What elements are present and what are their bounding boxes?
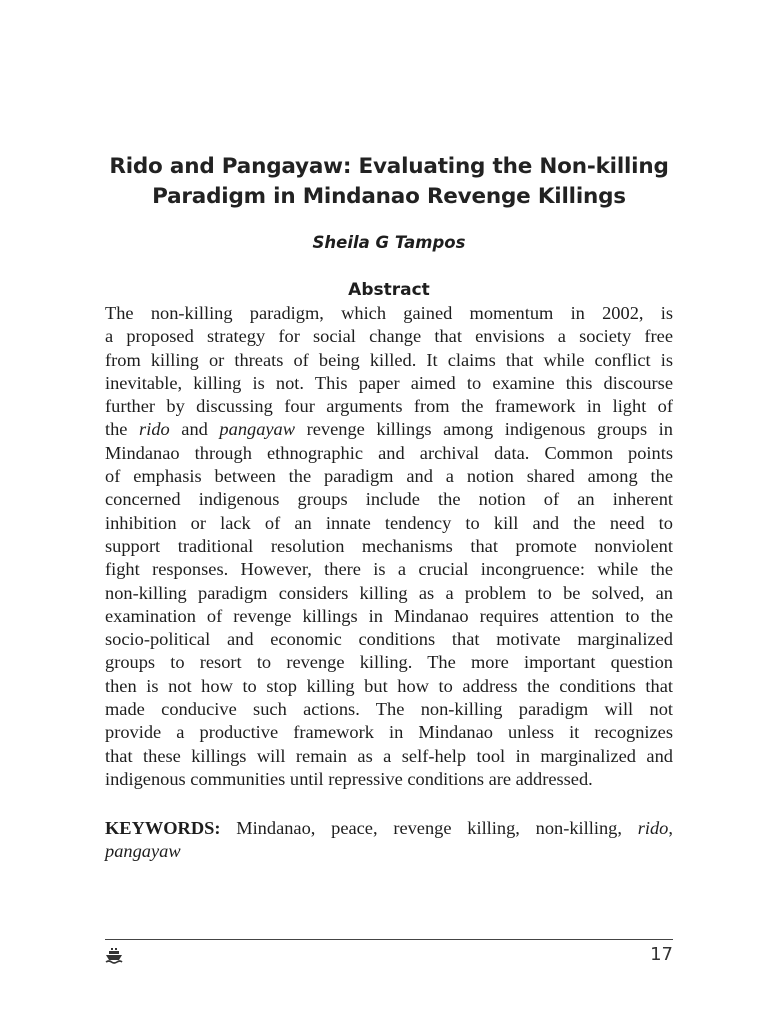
page bbox=[105, 0, 673, 1024]
author-name: Sheila G Tampos bbox=[312, 233, 466, 252]
pangayaw-term: pangayaw bbox=[219, 419, 296, 440]
keyword-rido: rido bbox=[637, 818, 669, 838]
abstract-line: provide a productive framework in Mindanao unless it recognizes bbox=[105, 722, 673, 743]
abstract-line: The non-killing paradigm, which gained momentum in 2002, is bbox=[105, 303, 673, 323]
title-line-1: Rido and Pangayaw: Evaluating the Non-killing bbox=[109, 154, 669, 179]
abstract-line: of emphasis between the paradigm and a notion shared among the bbox=[105, 466, 673, 487]
abstract-heading: Abstract bbox=[348, 280, 430, 300]
abstract-line: from killing or threats of being killed. It claims that while conflict is bbox=[105, 349, 673, 370]
footer-rule bbox=[105, 939, 673, 940]
keywords bbox=[105, 817, 673, 864]
line-text: and bbox=[169, 419, 220, 440]
abstract-line: groups to resort to revenge killing. The more important question bbox=[105, 652, 673, 673]
abstract-line: non-killing paradigm considers killing as a problem to be solved, an bbox=[105, 582, 673, 603]
keywords-line bbox=[105, 817, 673, 840]
keyword-pangayaw: pangayaw bbox=[105, 841, 181, 862]
article-title bbox=[97, 152, 681, 212]
keywords-text: Mindanao, peace, revenge killing, non-killing, bbox=[220, 818, 638, 838]
abstract-body bbox=[105, 302, 673, 791]
abstract-line: made conducive such actions. The non-killing paradigm will not bbox=[105, 699, 673, 720]
abstract-line: that these killings will remain as a self-help tool in marginalized and bbox=[105, 745, 673, 766]
keywords-label: KEYWORDS: bbox=[105, 818, 221, 838]
abstract-line: concerned indigenous groups include the notion of an inherent bbox=[105, 489, 673, 510]
keywords-line bbox=[105, 840, 673, 863]
ship-logo-icon bbox=[105, 947, 123, 965]
line-text: revenge killings among indigenous groups in bbox=[295, 419, 673, 440]
abstract-line: then is not how to stop killing but how to address the conditions that bbox=[105, 675, 673, 696]
title-line-2: Paradigm in Mindanao Revenge Killings bbox=[152, 184, 626, 209]
abstract-line: examination of revenge killings in Mindanao requires attention to the bbox=[105, 605, 673, 626]
keywords-comma: , bbox=[668, 818, 673, 838]
abstract-line: fight responses. However, there is a crucial incongruence: while the bbox=[105, 559, 673, 580]
abstract-line: inevitable, killing is not. This paper aimed to examine this discourse bbox=[105, 372, 673, 393]
abstract-line: further by discussing four arguments from the framework in light of bbox=[105, 396, 673, 417]
line-text: the bbox=[105, 419, 140, 440]
page-number: 17 bbox=[650, 944, 673, 965]
abstract-line: inhibition or lack of an innate tendency to kill and the need to bbox=[105, 512, 673, 533]
abstract-line: socio-political and economic conditions that motivate marginalized bbox=[105, 629, 673, 650]
abstract-line: indigenous communities until repressive conditions are addressed. bbox=[105, 768, 593, 789]
abstract-line: a proposed strategy for social change that envisions a society free bbox=[105, 326, 673, 347]
abstract-line bbox=[105, 418, 673, 441]
abstract-line: support traditional resolution mechanisms that promote nonviolent bbox=[105, 535, 673, 556]
rido-term: rido bbox=[139, 419, 170, 440]
abstract-line: Mindanao through ethnographic and archival data. Common points bbox=[105, 442, 673, 463]
